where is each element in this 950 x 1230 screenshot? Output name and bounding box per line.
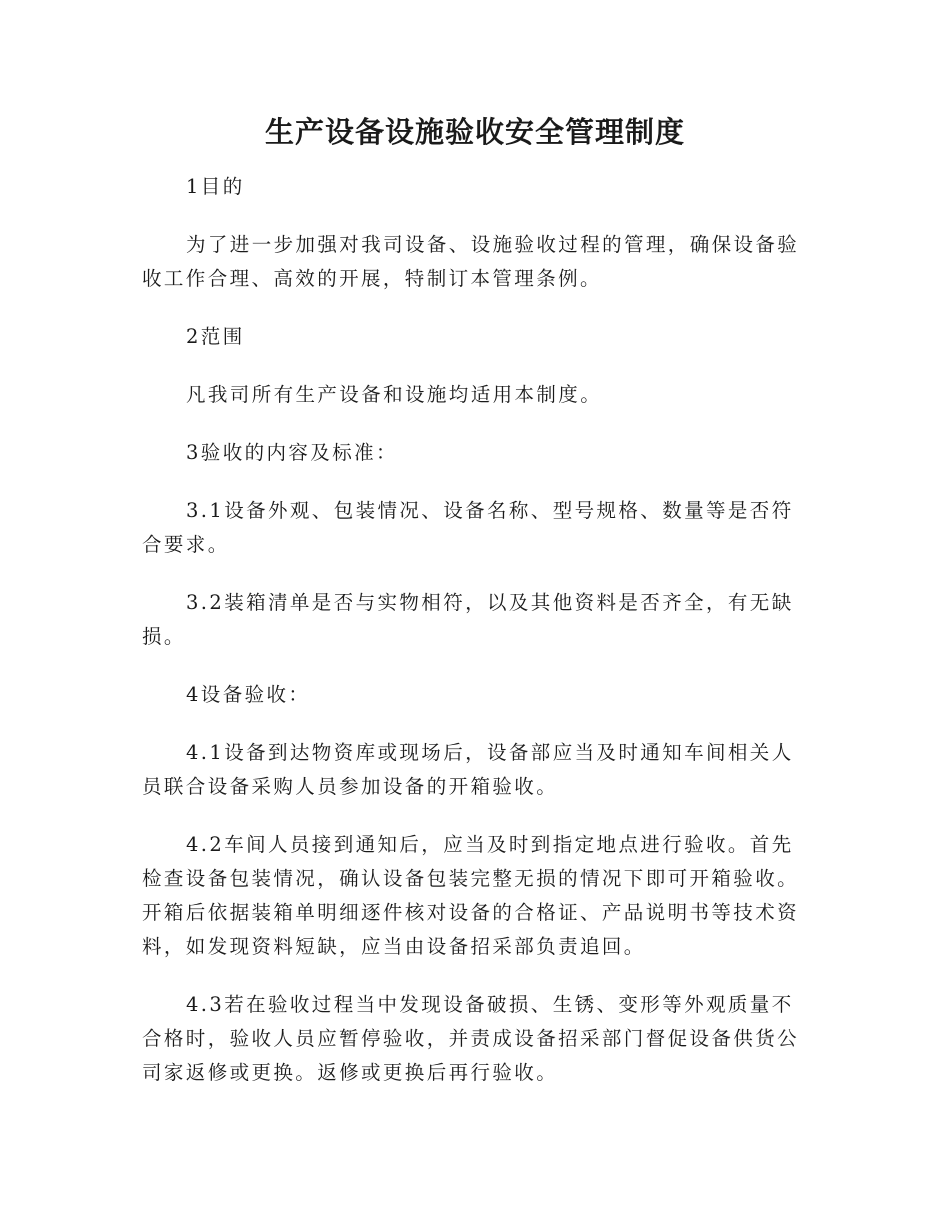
heading-acceptance-content: 3验收的内容及标准： bbox=[186, 441, 398, 464]
heading-scope: 2范围 bbox=[186, 325, 245, 348]
heading-purpose: 1目的 bbox=[186, 175, 245, 198]
paragraph-scope: 凡我司所有生产设备和设施均适用本制度。 bbox=[186, 383, 603, 406]
paragraph-purpose: 为了进一步加强对我司设备、设施验收过程的管理，确保设备验收工作合理、高效的开展，特制订本管理条例。 bbox=[142, 233, 800, 290]
heading-equipment-acceptance: 4设备验收： bbox=[186, 683, 311, 706]
document-title: 生产设备设施验收安全管理制度 bbox=[264, 115, 685, 149]
clause-3-2: 3.2装箱清单是否与实物相符，以及其他资料是否齐全，有无缺损。 bbox=[142, 591, 794, 648]
clause-4-1: 4.1设备到达物资库或现场后，设备部应当及时通知车间相关人员联合设备采购人员参加设备的开箱验收。 bbox=[142, 741, 794, 798]
clause-4-2: 4.2车间人员接到通知后，应当及时到指定地点进行验收。首先检查设备包装情况，确认设备包装完整无损的情况下即可开箱验收。开箱后依据装箱单明细逐件核对设备的合格证、产品说明书等技术资料，如发现资料短缺，应当由设备招采部负责追回。 bbox=[142, 833, 800, 958]
clause-4-3: 4.3若在验收过程当中发现设备破损、生锈、变形等外观质量不合格时，验收人员应暂停验收，并责成设备招采部门督促设备供货公司家返修或更换。返修或更换后再行验收。 bbox=[142, 993, 800, 1084]
clause-3-1: 3.1设备外观、包装情况、设备名称、型号规格、数量等是否符合要求。 bbox=[142, 499, 794, 556]
document-body bbox=[142, 170, 814, 1114]
